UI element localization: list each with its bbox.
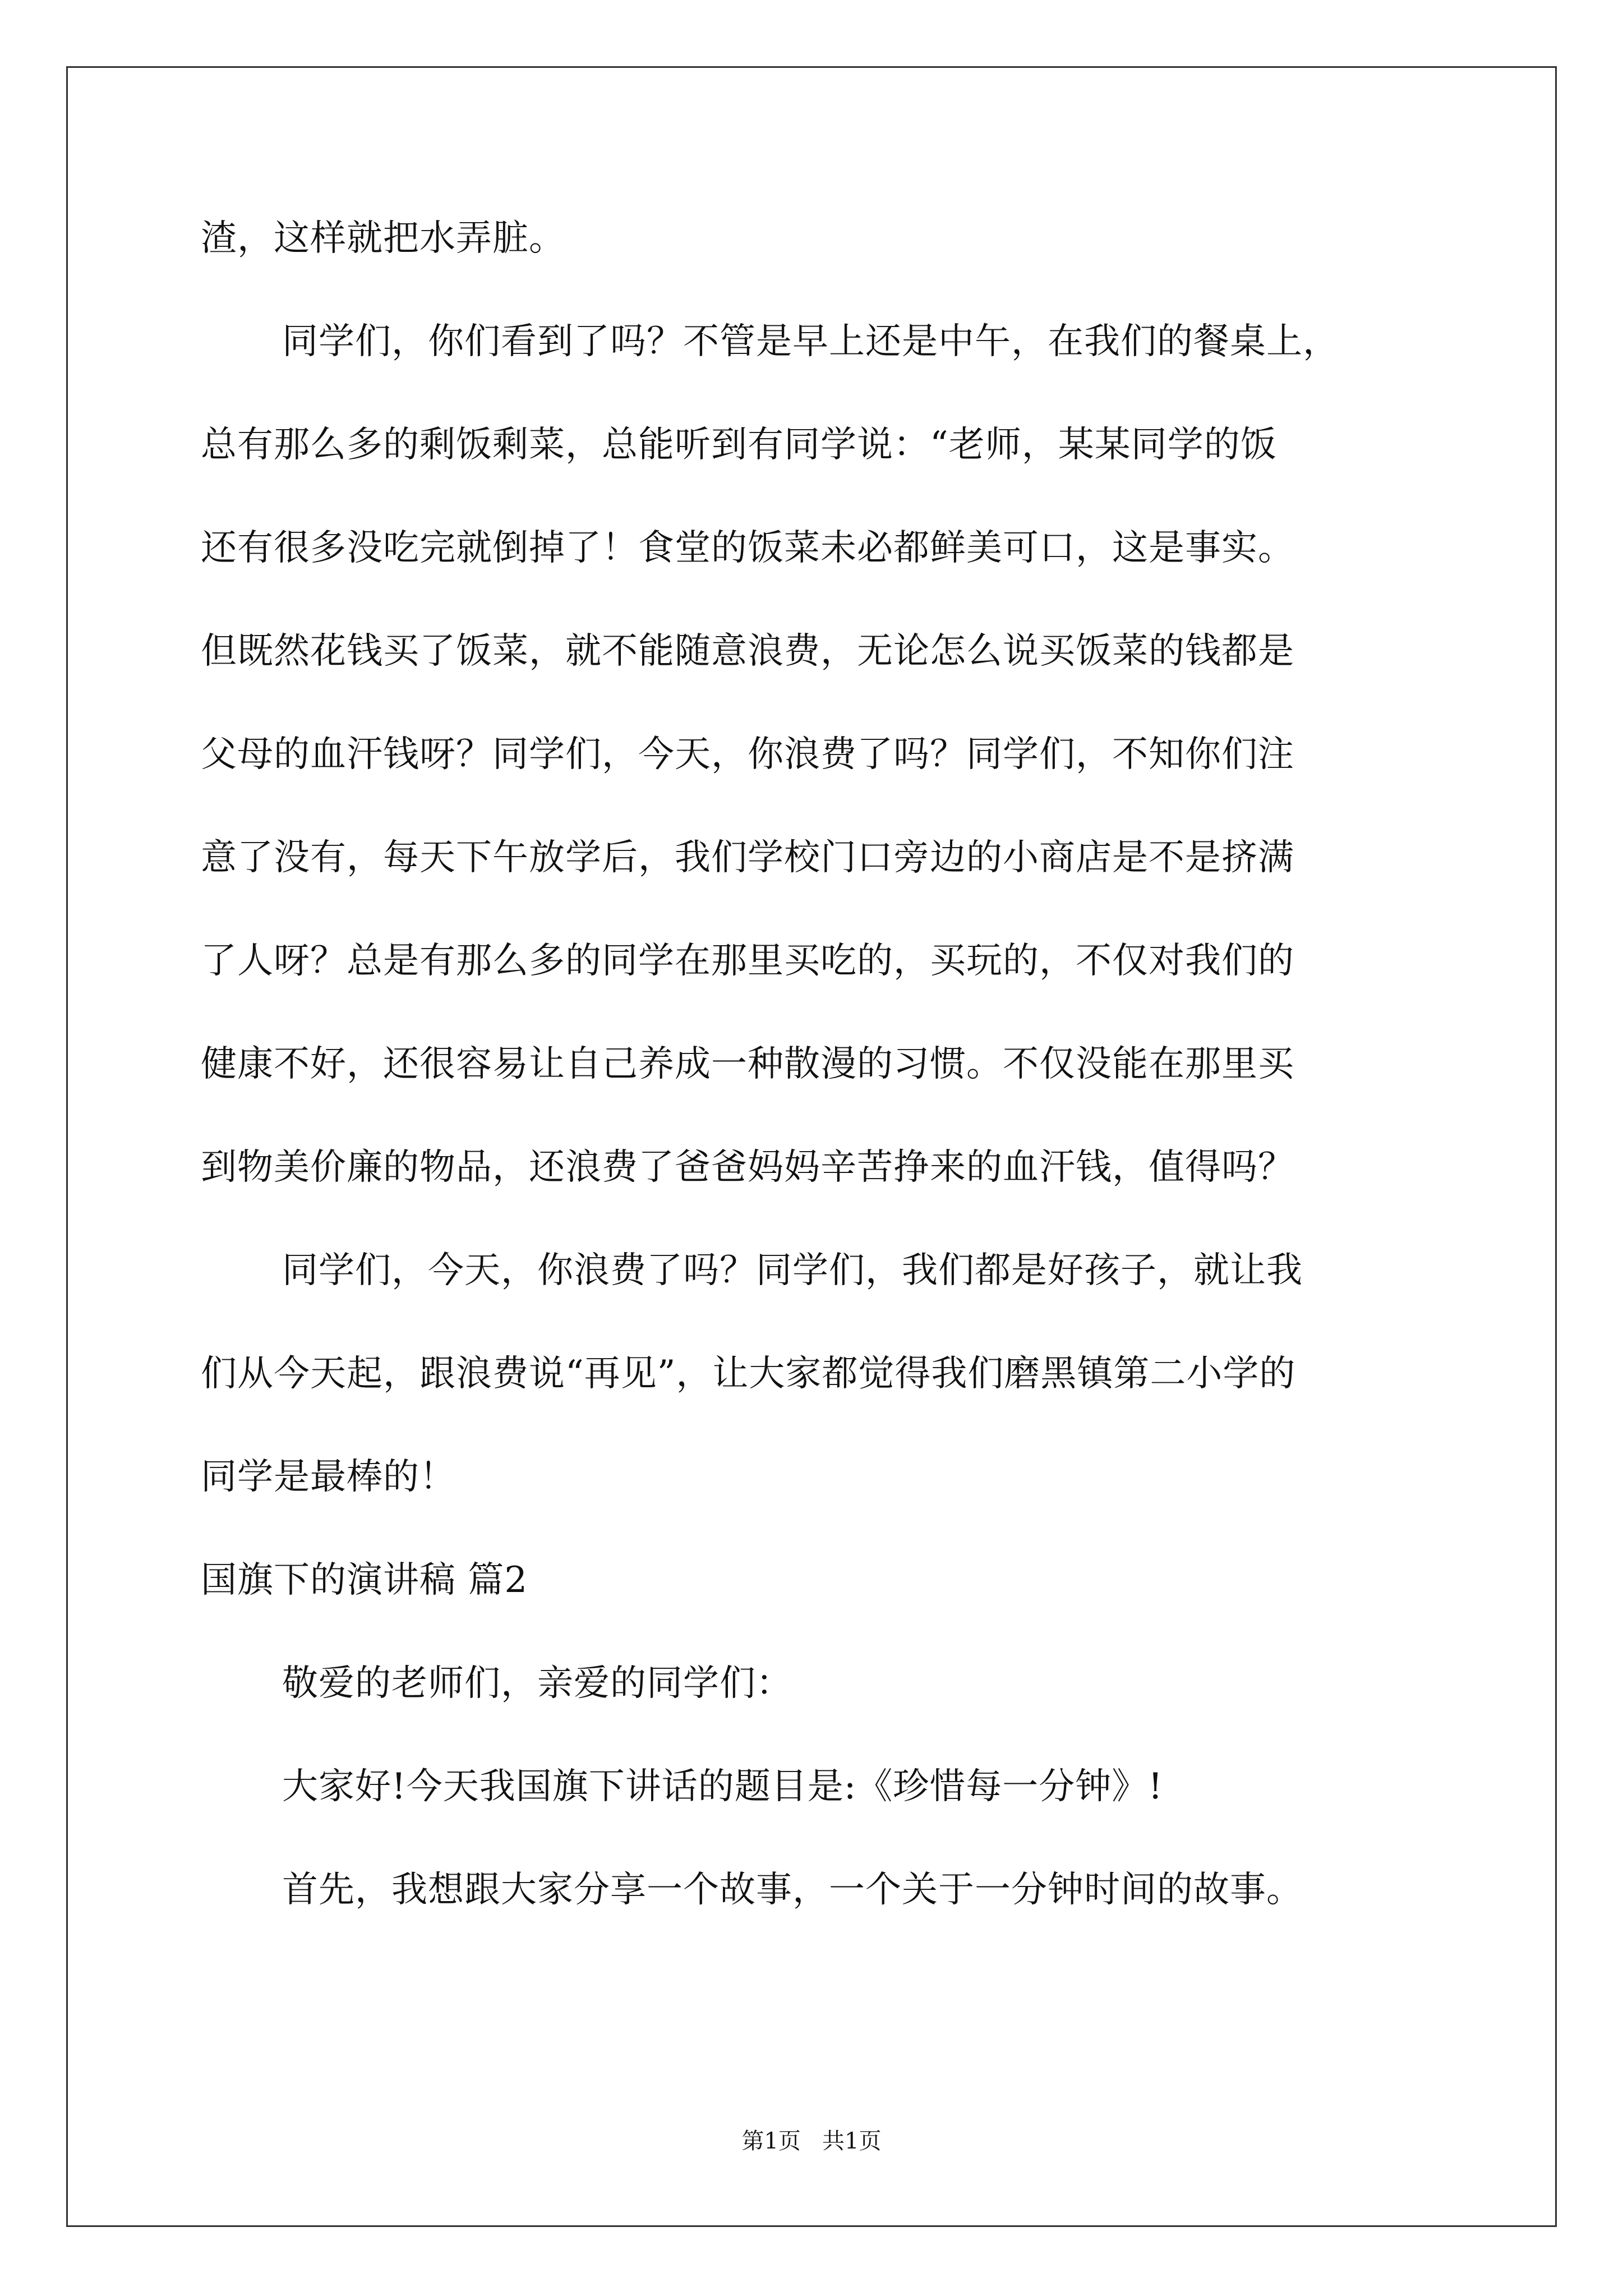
text-line: 意了没有，每天下午放学后，我们学校门口旁边的小商店是不是挤满 — [201, 837, 1294, 878]
text-line: 同学们，你们看到了吗？不管是早上还是中午，在我们的餐桌上， — [282, 321, 1339, 362]
page-number-footer: 第1页 共1页 — [741, 2128, 882, 2154]
text-line: 但既然花钱买了饭菜，就不能随意浪费，无论怎么说买饭菜的钱都是 — [201, 631, 1294, 672]
text-line: 健康不好，还很容易让自己养成一种散漫的习惯。不仅没能在那里买 — [201, 1043, 1294, 1085]
text-line: 首先，我想跟大家分享一个故事，一个关于一分钟时间的故事。 — [282, 1869, 1303, 1911]
text-line: 同学是最棒的！ — [201, 1456, 456, 1498]
text-line: 还有很多没吃完就倒掉了！食堂的饭菜未必都鲜美可口，这是事实。 — [201, 527, 1294, 569]
intro-line: 大家好!今天我国旗下讲话的题目是:《珍惜每一分钟》! — [282, 1766, 1163, 1807]
text-line: 到物美价廉的物品，还浪费了爸爸妈妈辛苦挣来的血汗钱，值得吗？ — [201, 1147, 1294, 1188]
greeting-line: 敬爱的老师们，亲爱的同学们： — [282, 1663, 792, 1704]
text-line: 父母的血汗钱呀？同学们，今天，你浪费了吗？同学们，不知你们注 — [201, 734, 1294, 775]
text-line: 同学们，今天，你浪费了吗？同学们，我们都是好孩子，就让我 — [282, 1250, 1303, 1291]
text-line: 们从今天起，跟浪费说“再见”，让大家都觉得我们磨黑镇第二小学的 — [201, 1353, 1296, 1395]
text-line: 渣，这样就把水弄脏。 — [201, 218, 565, 259]
text-line: 了人呀？总是有那么多的同学在那里买吃的，买玩的，不仅对我们的 — [201, 940, 1294, 982]
section-heading: 国旗下的演讲稿 篇2 — [201, 1559, 528, 1601]
text-line: 总有那么多的剩饭剩菜，总能听到有同学说：“老师，某某同学的饭 — [201, 424, 1277, 466]
